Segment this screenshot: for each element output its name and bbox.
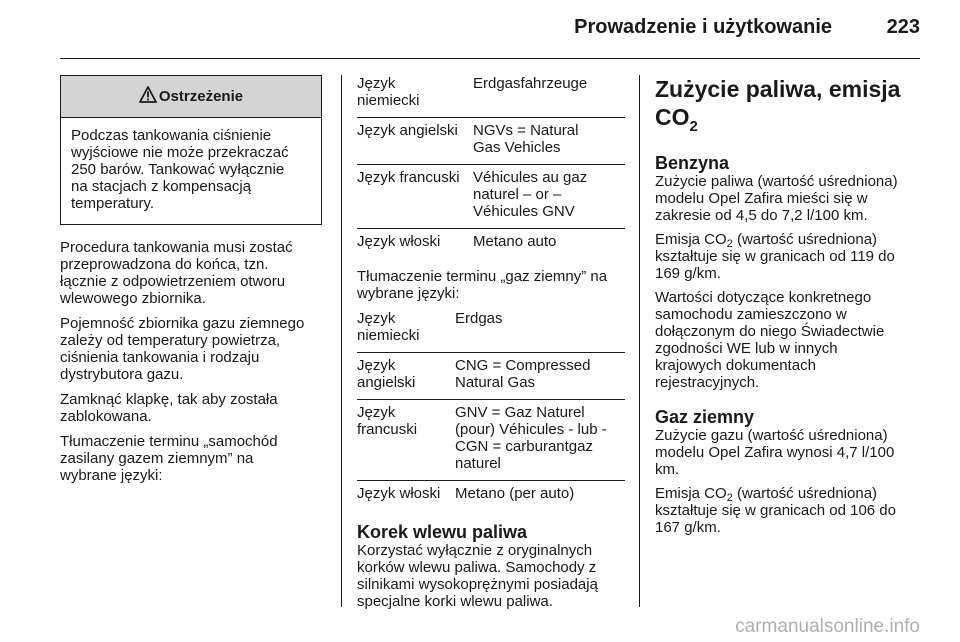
warning-line: na stacjach z kompensacją (71, 178, 252, 195)
petrol-values-text (655, 289, 923, 391)
gas-translation-intro (357, 268, 625, 302)
table-row (357, 353, 625, 400)
emission-suffix: (wartość uśredniona) (732, 485, 878, 502)
paragraph-capacity (60, 315, 322, 383)
text-line: Korzystać wyłącznie z oryginalnych (357, 542, 593, 559)
text-line: modelu Opel Zafira mieści się w (655, 190, 868, 207)
language-cell (357, 75, 473, 109)
table-row (357, 481, 625, 510)
petrol-consumption-text (655, 173, 923, 224)
text-line: Język angielski (357, 122, 458, 139)
page-number: 223 (886, 16, 920, 38)
text-line: NGVs = Natural (473, 122, 579, 139)
column-1 (60, 75, 322, 484)
warning-line: temperatury. (71, 195, 155, 212)
text-line: łącznie z odpowietrzeniem otworu (60, 273, 286, 290)
warning-line: wyjściowe nie może przekraczać (71, 144, 289, 161)
text-line: niemiecki (357, 92, 420, 109)
warning-triangle-icon (139, 86, 157, 103)
paragraph-procedure (60, 239, 322, 307)
filler-cap-text (357, 542, 625, 610)
paragraph-translation-intro (60, 433, 322, 484)
text-line: Język (357, 404, 396, 421)
warning-line: Podczas tankowania ciśnienie (71, 127, 272, 144)
language-cell (357, 233, 473, 250)
text-line: CNG = Compressed (455, 357, 591, 374)
language-cell (357, 485, 455, 502)
term-cell (455, 310, 625, 344)
language-cell (357, 357, 455, 391)
warning-box (60, 75, 322, 225)
text-line: (pour) Véhicules - lub - (455, 421, 607, 438)
text-line: Pojemność zbiornika gazu ziemnego (60, 315, 305, 332)
petrol-heading: Benzyna (655, 153, 730, 173)
text-line: Zamknąć klapkę, tak aby została (60, 391, 278, 408)
term-cell (455, 485, 625, 502)
gas-emission-text (655, 485, 923, 536)
text-line: GNV = Gaz Naturel (455, 404, 585, 421)
text-line: Zużycie paliwa (wartość uśredniona) (655, 173, 898, 190)
term-cell (473, 75, 625, 109)
text-line: 169 g/km. (655, 265, 721, 282)
text-line: niemiecki (357, 327, 420, 344)
term-cell (455, 357, 625, 391)
text-line: Język włoski (357, 233, 441, 250)
warning-heading: Ostrzeżenie (158, 88, 244, 105)
table-row (357, 310, 625, 353)
text-line: zasilany gazem ziemnym” na (60, 450, 254, 467)
text-line: naturel – or – (473, 186, 562, 203)
text-line (655, 231, 923, 248)
text-line: Tłumaczenie terminu „gaz ziemny” na (357, 268, 608, 285)
text-line: kształtuje się w granicach od 119 do (655, 248, 895, 265)
text-line: Erdgas (455, 310, 503, 327)
text-line: ciśnienia tankowania i rodzaju (60, 349, 260, 366)
text-line: angielski (357, 374, 416, 391)
text-line: silnikami wysokoprężnymi posiadają (357, 576, 598, 593)
warning-text (61, 118, 321, 224)
header-divider (60, 58, 920, 59)
text-line: wybrane języki: (60, 467, 163, 484)
text-line: Natural Gas (455, 374, 536, 391)
text-line: Erdgasfahrzeuge (473, 75, 588, 92)
emission-suffix: (wartość uśredniona) (732, 231, 878, 248)
text-line: Wartości dotyczące konkretnego (655, 289, 872, 306)
table-row (357, 118, 625, 165)
language-cell (357, 404, 455, 472)
emission-subscript: 2 (726, 492, 733, 504)
text-line: CGN = carburantgaz (455, 438, 593, 455)
text-line: naturel (455, 455, 501, 472)
text-line: modelu Opel Zafira wynosi 4,7 l/100 (655, 444, 895, 461)
text-line: specjalne korki wlewu paliwa. (357, 593, 553, 610)
text-line: wlewowego zbiornika. (60, 290, 206, 307)
warning-header (61, 76, 321, 118)
paragraph-close-flap (60, 391, 322, 425)
text-line: Język (357, 75, 396, 92)
term-cell (455, 404, 625, 472)
text-line: 167 g/km. (655, 519, 721, 536)
text-line: kształtuje się w granicach od 106 do (655, 502, 896, 519)
term-cell (473, 233, 625, 250)
gas-translation-table (357, 310, 625, 510)
consumption-heading (655, 75, 923, 135)
text-line: francuski (357, 421, 418, 438)
gas-consumption-text (655, 427, 923, 478)
text-line: dołączonym do niego Świadectwie (655, 323, 885, 340)
column-2 (357, 75, 625, 610)
table-row (357, 75, 625, 118)
text-line: Język (357, 310, 396, 327)
heading-subscript: 2 (689, 118, 698, 135)
text-line: Tłumaczenie terminu „samochód (60, 433, 278, 450)
emission-prefix: Emisja CO (655, 231, 727, 248)
section-title: Prowadzenie i użytkowanie (574, 16, 832, 38)
text-line: km. (655, 461, 680, 478)
text-line: dystrybutora gazu. (60, 366, 184, 383)
text-line: zależy od temperatury powietrza, (60, 332, 281, 349)
column-divider-2 (639, 75, 640, 607)
text-line: Język (357, 357, 396, 374)
text-line: zgodności WE lub w innych (655, 340, 838, 357)
text-line: Gas Vehicles (473, 139, 561, 156)
text-line: Procedura tankowania musi zostać (60, 239, 293, 256)
text-line: przeprowadzona do końca, tzn. (60, 256, 269, 273)
table-row (357, 400, 625, 481)
gas-heading: Gaz ziemny (655, 407, 755, 427)
text-line: Véhicules au gaz (473, 169, 588, 186)
filler-cap-heading: Korek wlewu paliwa (357, 522, 528, 542)
text-line: Metano (per auto) (455, 485, 575, 502)
column-divider-1 (341, 75, 342, 607)
vehicle-translation-table (357, 75, 625, 258)
table-row (357, 229, 625, 258)
text-line: zablokowana. (60, 408, 152, 425)
column-3 (655, 75, 923, 536)
text-line: Metano auto (473, 233, 557, 250)
text-line: krajowych dokumentach (655, 357, 816, 374)
text-line (655, 485, 923, 502)
language-cell (357, 122, 473, 156)
text-line: Zużycie gazu (wartość uśredniona) (655, 427, 888, 444)
language-cell (357, 169, 473, 220)
text-line: Język włoski (357, 485, 441, 502)
term-cell (473, 122, 625, 156)
emission-subscript: 2 (726, 238, 733, 250)
language-cell (357, 310, 455, 344)
text-line: wybrane języki: (357, 285, 460, 302)
text-line: Język francuski (357, 169, 460, 186)
text-line: zakresie od 4,5 do 7,2 l/100 km. (655, 207, 868, 224)
watermark: carmanualsonline.info (735, 616, 920, 637)
warning-line: 250 barów. Tankować wyłącznie (71, 161, 285, 178)
term-cell (473, 169, 625, 220)
heading-co: CO (655, 104, 690, 130)
heading-line (655, 103, 923, 135)
text-line: korków wlewu paliwa. Samochody z (357, 559, 597, 576)
table-row (357, 165, 625, 229)
emission-prefix: Emisja CO (655, 485, 727, 502)
text-line: rejestracyjnych. (655, 374, 760, 391)
text-line: samochodu zamieszczono w (655, 306, 847, 323)
text-line: Véhicules GNV (473, 203, 575, 220)
heading-line: Zużycie paliwa, emisja (655, 76, 901, 102)
petrol-emission-text (655, 231, 923, 282)
